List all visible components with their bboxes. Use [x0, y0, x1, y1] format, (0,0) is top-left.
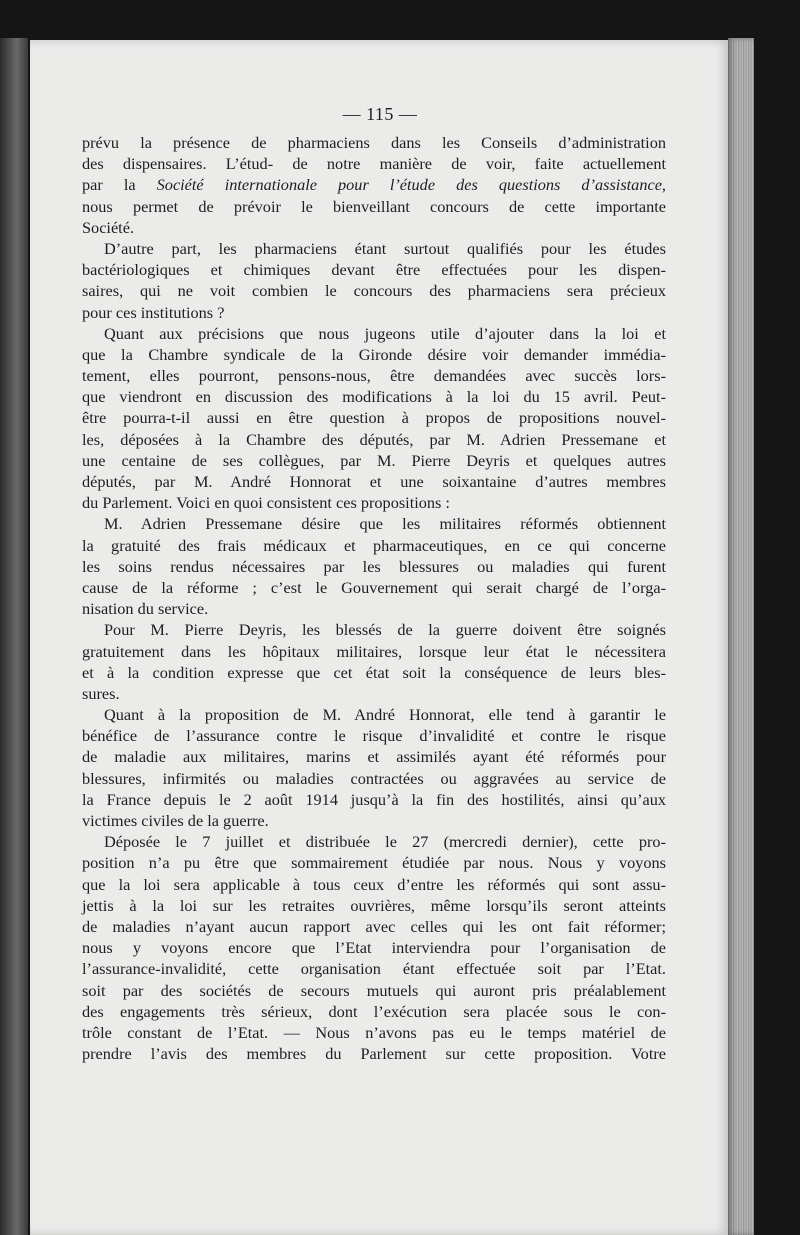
- line-text: tement, elles pourront, pensons-nous, être demandées avec succès lors-: [82, 366, 666, 386]
- line-text: cause de la réforme ; c’est le Gouvernement qui serait chargé de l’orga-: [82, 577, 666, 597]
- text-line: [82, 704, 666, 725]
- line-text: et à la condition expresse que cet état soit la conséquence de leurs bles-: [82, 662, 666, 682]
- line-text: Quant à la proposition de M. André Honnorat, elle tend à garantir le: [104, 705, 666, 725]
- page-number: — 115 —: [342, 104, 418, 124]
- body-text: [82, 132, 666, 1064]
- book-page: [30, 40, 730, 1235]
- line-text: du Parlement. Voici en quoi consistent ces propositions :: [82, 493, 450, 513]
- text-line: [82, 958, 666, 979]
- line-text: nous y voyons encore que l’Etat interviendra pour l’organisation de: [82, 938, 666, 958]
- line-text: Pour M. Pierre Deyris, les blessés de la guerre doivent être soignés: [104, 620, 666, 640]
- line-text: la France depuis le 2 août 1914 jusqu’à la fin des hostilités, ainsi qu’aux: [82, 789, 666, 809]
- line-text: être pourra-t-il aussi en être question à propos de propositions nouvel-: [82, 408, 666, 428]
- text-line: [82, 450, 666, 471]
- text-line: [82, 259, 666, 280]
- line-text: des dispensaires. L’étud‑ de notre manière de voir, faite actuellement: [82, 154, 666, 174]
- line-text: par la: [82, 175, 157, 195]
- text-line: [82, 429, 666, 450]
- text-line: [82, 535, 666, 556]
- line-text: de maladies n’ayant aucun rapport avec celles qui les ont fait réformer;: [82, 916, 666, 936]
- line-text: les, déposées à la Chambre des députés, par M. Adrien Pressemane et: [82, 429, 666, 449]
- text-line: [82, 937, 666, 958]
- text-line: [82, 323, 666, 344]
- line-text: la gratuité des frais médicaux et pharmaceutiques, en ce qui concerne: [82, 535, 666, 555]
- text-line: [82, 1001, 666, 1022]
- text-line: [82, 153, 666, 174]
- text-line: [82, 789, 666, 810]
- text-line: [82, 492, 666, 513]
- text-line: [82, 852, 666, 873]
- text-line: [82, 598, 666, 619]
- text-line: [82, 662, 666, 683]
- line-text: bactériologiques et chimiques devant être effectuées pour les dispen-: [82, 260, 666, 280]
- line-text: pour ces institutions ?: [82, 302, 225, 322]
- line-text-after: ,: [661, 175, 666, 195]
- line-text: blessures, infirmités ou maladies contractées ou aggravées au service de: [82, 768, 666, 788]
- text-line: [82, 980, 666, 1001]
- text-line: [82, 1043, 666, 1064]
- text-line: [82, 407, 666, 428]
- line-text: que viendront en discussion des modifications à la loi du 15 avril. Peut-: [82, 387, 666, 407]
- italic-title: Société internationale pour l’étude des questions d’assistance: [156, 175, 662, 195]
- line-text: sures.: [82, 683, 120, 703]
- text-line: [82, 831, 666, 852]
- line-text: prévu la présence de pharmaciens dans les Conseils d’administration: [82, 133, 666, 152]
- line-text: gratuitement dans les hôpitaux militaires, lorsque leur état le nécessitera: [82, 641, 666, 661]
- line-text: des engagements très sérieux, dont l’exécution sera placée sous le con-: [82, 1001, 666, 1021]
- text-line: [82, 768, 666, 789]
- line-text: saires, qui ne voit combien le concours des pharmaciens sera précieux: [82, 281, 666, 301]
- text-line: [82, 513, 666, 534]
- text-line: [82, 725, 666, 746]
- text-line: [82, 619, 666, 640]
- line-text: que la Chambre syndicale de la Gironde désire voir demander immédia-: [82, 344, 666, 364]
- line-text: Déposée le 7 juillet et distribuée le 27 (mercredi dernier), cette pro-: [104, 832, 666, 852]
- line-text: les soins rendus nécessaires par les blessures ou maladies qui furent: [82, 556, 666, 576]
- line-text: l’assurance-invalidité, cette organisation étant effectuée soit par l’Etat.: [82, 959, 666, 979]
- text-line: [82, 556, 666, 577]
- line-text: que la loi sera applicable à tous ceux d’entre les réformés qui sont assu-: [82, 874, 666, 894]
- text-line: [82, 344, 666, 365]
- text-line: [82, 196, 666, 217]
- text-line: [82, 641, 666, 662]
- line-text: une centaine de ses collègues, par M. Pierre Deyris et quelques autres: [82, 450, 666, 470]
- line-text: nous permet de prévoir le bienveillant concours de cette importante: [82, 196, 666, 216]
- line-text: M. Adrien Pressemane désire que les militaires réformés obtiennent: [104, 514, 666, 534]
- text-line: [82, 683, 666, 704]
- text-line: [82, 916, 666, 937]
- line-text: nisation du service.: [82, 599, 209, 619]
- line-text: de maladie aux militaires, marins et assimilés ayant été réformés pour: [82, 747, 666, 767]
- text-line: [82, 302, 666, 323]
- text-line: [82, 386, 666, 407]
- line-text: victimes civiles de la guerre.: [82, 811, 269, 830]
- text-line: [82, 132, 666, 153]
- line-text: Quant aux précisions que nous jugeons utile d’ajouter dans la loi et: [104, 323, 666, 343]
- text-line: [82, 471, 666, 492]
- facing-page-edge: [0, 38, 28, 1235]
- line-text: députés, par M. André Honnorat et une soixantaine d’autres membres: [82, 472, 666, 491]
- line-text: D’autre part, les pharmaciens étant surtout qualifiés pour les études: [104, 238, 666, 258]
- line-text: bénéfice de l’assurance contre le risque d’invalidité et contre le risque: [82, 726, 666, 746]
- text-line: [82, 810, 666, 831]
- line-text: prendre l’avis des membres du Parlement sur cette proposition. Votre: [82, 1044, 666, 1064]
- line-text: trôle constant de l’Etat. — Nous n’avons pas eu le temps matériel de: [82, 1022, 666, 1042]
- text-line: [82, 174, 666, 195]
- text-line: [82, 238, 666, 259]
- line-text: jettis à la loi sur les retraites ouvrières, même lorsqu’ils seront atteints: [82, 895, 666, 915]
- text-line: [82, 577, 666, 598]
- line-text: soit par des sociétés de secours mutuels qui auront pris préalablement: [82, 980, 666, 1000]
- line-text: position n’a pu être que sommairement étudiée par nous. Nous y voyons: [82, 853, 666, 873]
- text-line: [82, 895, 666, 916]
- page-stack-edges: [728, 38, 754, 1235]
- text-line: [82, 1022, 666, 1043]
- text-line: [82, 280, 666, 301]
- line-text: Société.: [82, 217, 134, 237]
- text-line: [82, 365, 666, 386]
- text-line: [82, 746, 666, 767]
- text-line: [82, 874, 666, 895]
- text-line: [82, 217, 666, 238]
